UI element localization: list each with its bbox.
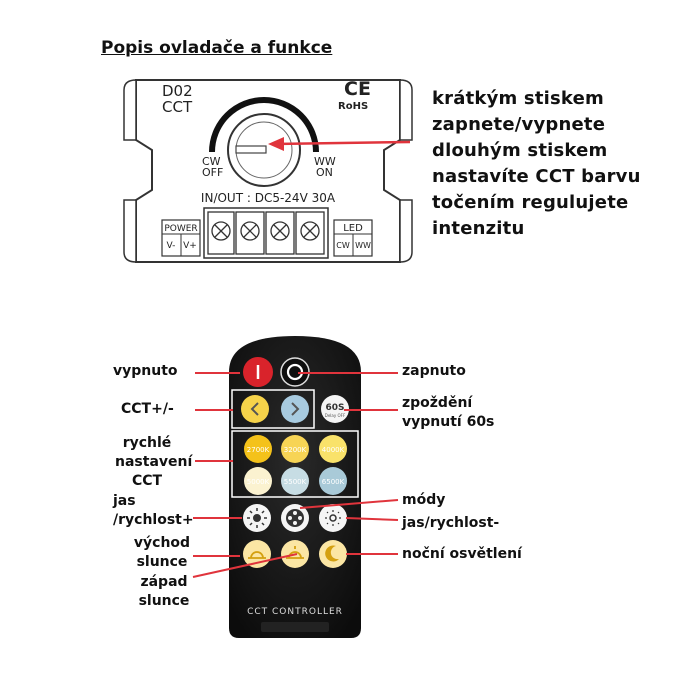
desc-line: nastavíte CCT barvu: [432, 166, 641, 187]
ce-mark: CE: [344, 78, 371, 100]
power-vplus: V+: [183, 241, 197, 251]
preset-label: 3200K: [283, 446, 307, 454]
io-label: IN/OUT : DC5-24V 30A: [200, 191, 336, 205]
desc-line: točením regulujete: [432, 192, 629, 213]
timer-label: 60S: [325, 403, 345, 413]
led-ww: WW: [355, 241, 371, 250]
cw-label: CW: [202, 155, 221, 168]
label-cct: CCT+/-: [121, 401, 174, 417]
preset-label: 4000K: [321, 446, 345, 454]
page-title: Popis ovladače a funkce: [101, 38, 333, 58]
label-quick-cct: rychlé nastavení CCT: [115, 435, 193, 489]
label-brightness-minus: jas/rychlost-: [402, 515, 500, 531]
led-label: LED: [343, 223, 363, 234]
off-label: OFF: [202, 166, 224, 179]
on-label: ON: [316, 166, 333, 179]
desc-line: zapnete/vypnete: [432, 114, 606, 135]
preset-label: 2700K: [246, 446, 270, 454]
remote-footer-label: CCT CONTROLLER: [247, 607, 343, 617]
label-night: noční osvětlení: [402, 546, 522, 562]
label-brightness-plus: jas /rychlost+: [113, 493, 194, 528]
label-off: vypnuto: [113, 363, 178, 379]
label-delay: zpoždění vypnutí 60s: [402, 395, 495, 430]
label-on: zapnuto: [402, 363, 466, 379]
led-cw: CW: [336, 241, 350, 250]
power-vminus: V-: [166, 241, 176, 251]
desc-line: dlouhým stiskem: [432, 140, 608, 161]
ww-label: WW: [314, 155, 336, 168]
type-label: CCT: [162, 98, 193, 116]
timer-sublabel: Delay OFF: [324, 413, 346, 418]
model-label: D02: [162, 82, 193, 100]
desc-line: intenzitu: [432, 218, 525, 239]
label-modes: módy: [402, 492, 446, 508]
desc-line: krátkým stiskem: [432, 88, 604, 109]
label-sunrise: východ slunce: [133, 535, 191, 570]
preset-label: 5000K: [246, 478, 270, 486]
preset-label: 5500K: [283, 478, 307, 486]
label-sunset: západ slunce: [138, 574, 190, 609]
preset-label: 6500K: [321, 478, 345, 486]
rohs-mark: RoHS: [338, 101, 369, 112]
power-label: POWER: [164, 224, 198, 234]
